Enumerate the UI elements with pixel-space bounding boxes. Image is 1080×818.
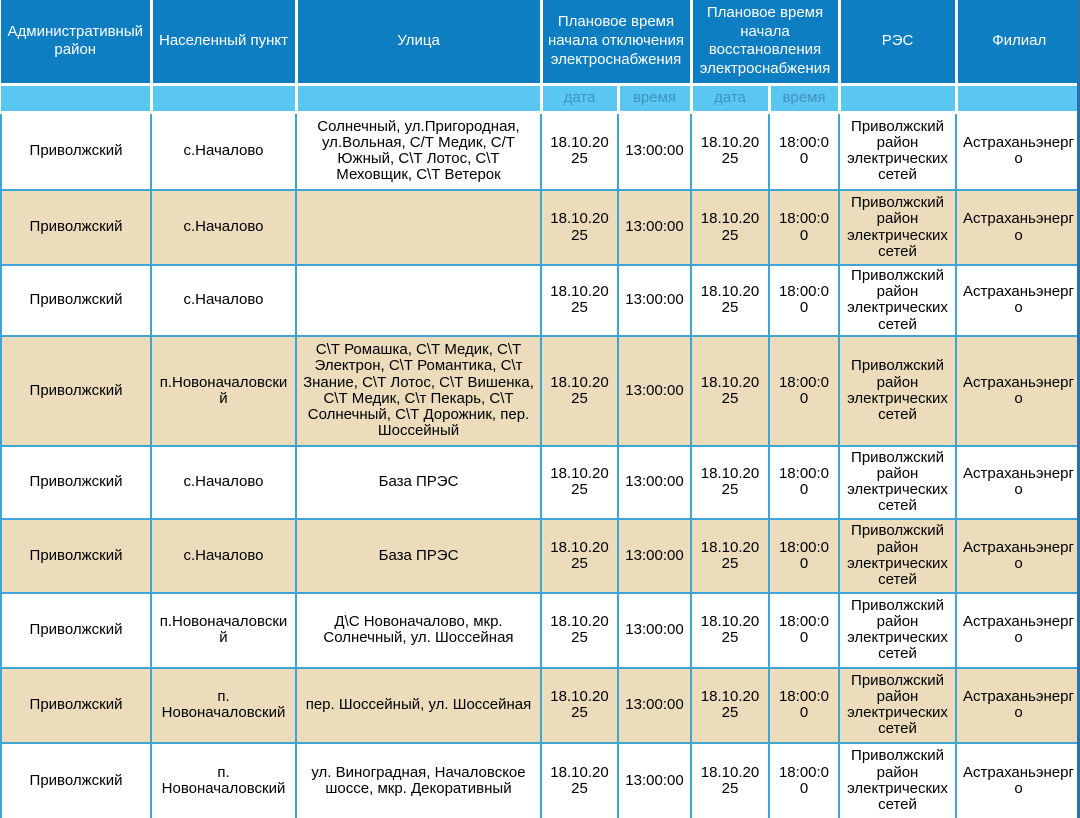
cell-off-date: 18.10.2025 [541, 336, 618, 446]
cell-settlement: с.Началово [151, 265, 296, 336]
table-row [1, 112, 1080, 190]
cell-branch: Астраханьэнерго [956, 336, 1080, 446]
cell-off-time: 13:00:00 [618, 265, 691, 336]
header-street: Улица [296, 0, 541, 84]
table-row [1, 593, 1080, 668]
cell-settlement: п. Новоначаловский [151, 743, 296, 818]
cell-branch: Астраханьэнерго [956, 446, 1080, 519]
cell-res: Приволжский район электрических сетей [839, 336, 956, 446]
cell-on-date: 18.10.2025 [691, 190, 769, 265]
subheader-restore-date: дата [691, 84, 769, 112]
cell-branch: Астраханьэнерго [956, 265, 1080, 336]
cell-res: Приволжский район электрических сетей [839, 668, 956, 743]
cell-on-time: 18:00:00 [769, 446, 839, 519]
cell-on-date: 18.10.2025 [691, 112, 769, 190]
cell-district: Приволжский [1, 446, 151, 519]
cell-settlement: с.Началово [151, 519, 296, 593]
cell-street: С\Т Ромашка, С\Т Медик, С\Т Электрон, С\Т Романтика, С\т Знание, С\Т Лотос, С\Т Вишенка, С\Т Медик, С\т Пекарь, С\Т Солнечный, С\Т Дорожник, пер. Шоссейный [296, 336, 541, 446]
cell-settlement: п.Новоначаловский [151, 593, 296, 668]
cell-district: Приволжский [1, 668, 151, 743]
cell-branch: Астраханьэнерго [956, 190, 1080, 265]
cell-district: Приволжский [1, 743, 151, 818]
cell-res: Приволжский район электрических сетей [839, 446, 956, 519]
cell-on-time: 18:00:00 [769, 668, 839, 743]
header-admin-district: Административный район [1, 0, 151, 84]
cell-off-date: 18.10.2025 [541, 519, 618, 593]
cell-branch: Астраханьэнерго [956, 519, 1080, 593]
cell-on-time: 18:00:00 [769, 336, 839, 446]
cell-settlement: п. Новоначаловский [151, 668, 296, 743]
header-settlement: Населенный пункт [151, 0, 296, 84]
header-branch: Филиал [956, 0, 1080, 84]
cell-district: Приволжский [1, 593, 151, 668]
cell-res: Приволжский район электрических сетей [839, 593, 956, 668]
table-row [1, 190, 1080, 265]
cell-district: Приволжский [1, 190, 151, 265]
cell-off-date: 18.10.2025 [541, 668, 618, 743]
subheader-restore-time: время [769, 84, 839, 112]
cell-res: Приволжский район электрических сетей [839, 265, 956, 336]
header-outage-start: Плановое время начала отключения электроснабжения [541, 0, 691, 84]
cell-street: База ПРЭС [296, 446, 541, 519]
cell-off-time: 13:00:00 [618, 593, 691, 668]
cell-street: Д\С Новоначалово, мкр. Солнечный, ул. Шоссейная [296, 593, 541, 668]
cell-district: Приволжский [1, 519, 151, 593]
subheader-empty-cell [1, 84, 151, 112]
subheader-empty-cell [151, 84, 296, 112]
cell-off-date: 18.10.2025 [541, 190, 618, 265]
table-row [1, 519, 1080, 593]
cell-on-date: 18.10.2025 [691, 593, 769, 668]
subheader-empty-cell [296, 84, 541, 112]
subheader-row [1, 84, 1080, 112]
cell-settlement: п.Новоначаловский [151, 336, 296, 446]
cell-res: Приволжский район электрических сетей [839, 743, 956, 818]
cell-district: Приволжский [1, 336, 151, 446]
cell-off-time: 13:00:00 [618, 190, 691, 265]
cell-off-date: 18.10.2025 [541, 743, 618, 818]
cell-on-date: 18.10.2025 [691, 336, 769, 446]
cell-street: База ПРЭС [296, 519, 541, 593]
cell-res: Приволжский район электрических сетей [839, 112, 956, 190]
cell-branch: Астраханьэнерго [956, 743, 1080, 818]
table-header [1, 0, 1080, 112]
header-res: РЭС [839, 0, 956, 84]
cell-street: пер. Шоссейный, ул. Шоссейная [296, 668, 541, 743]
cell-street [296, 265, 541, 336]
subheader-outage-time: время [618, 84, 691, 112]
cell-street: ул. Виноградная, Началовское шоссе, мкр. Декоративный [296, 743, 541, 818]
cell-off-time: 13:00:00 [618, 519, 691, 593]
cell-on-date: 18.10.2025 [691, 668, 769, 743]
cell-res: Приволжский район электрических сетей [839, 519, 956, 593]
cell-off-time: 13:00:00 [618, 446, 691, 519]
cell-on-time: 18:00:00 [769, 519, 839, 593]
cell-settlement: с.Началово [151, 446, 296, 519]
cell-off-date: 18.10.2025 [541, 446, 618, 519]
cell-branch: Астраханьэнерго [956, 668, 1080, 743]
cell-off-time: 13:00:00 [618, 668, 691, 743]
table-row [1, 743, 1080, 818]
cell-off-time: 13:00:00 [618, 112, 691, 190]
table-body [1, 112, 1080, 818]
cell-district: Приволжский [1, 265, 151, 336]
cell-branch: Астраханьэнерго [956, 593, 1080, 668]
cell-on-date: 18.10.2025 [691, 446, 769, 519]
cell-on-date: 18.10.2025 [691, 519, 769, 593]
cell-off-date: 18.10.2025 [541, 112, 618, 190]
subheader-empty-cell [956, 84, 1080, 112]
cell-on-time: 18:00:00 [769, 593, 839, 668]
table-row [1, 265, 1080, 336]
cell-on-time: 18:00:00 [769, 743, 839, 818]
cell-on-date: 18.10.2025 [691, 743, 769, 818]
cell-on-date: 18.10.2025 [691, 265, 769, 336]
table-row [1, 446, 1080, 519]
table-row [1, 668, 1080, 743]
cell-on-time: 18:00:00 [769, 112, 839, 190]
cell-settlement: с.Началово [151, 190, 296, 265]
cell-off-date: 18.10.2025 [541, 265, 618, 336]
cell-off-date: 18.10.2025 [541, 593, 618, 668]
cell-off-time: 13:00:00 [618, 336, 691, 446]
cell-on-time: 18:00:00 [769, 265, 839, 336]
cell-on-time: 18:00:00 [769, 190, 839, 265]
table-row [1, 336, 1080, 446]
header-row [1, 0, 1080, 84]
cell-district: Приволжский [1, 112, 151, 190]
cell-off-time: 13:00:00 [618, 743, 691, 818]
cell-settlement: с.Началово [151, 112, 296, 190]
cell-branch: Астраханьэнерго [956, 112, 1080, 190]
subheader-empty-cell [839, 84, 956, 112]
header-restore-start: Плановое время начала восстановления электроснабжения [691, 0, 839, 84]
cell-street: Солнечный, ул.Пригородная, ул.Вольная, С/Т Медик, С/Т Южный, С\Т Лотос, С\Т Меховщик, С\Т Ветерок [296, 112, 541, 190]
cell-res: Приволжский район электрических сетей [839, 190, 956, 265]
subheader-outage-date: дата [541, 84, 618, 112]
cell-street [296, 190, 541, 265]
